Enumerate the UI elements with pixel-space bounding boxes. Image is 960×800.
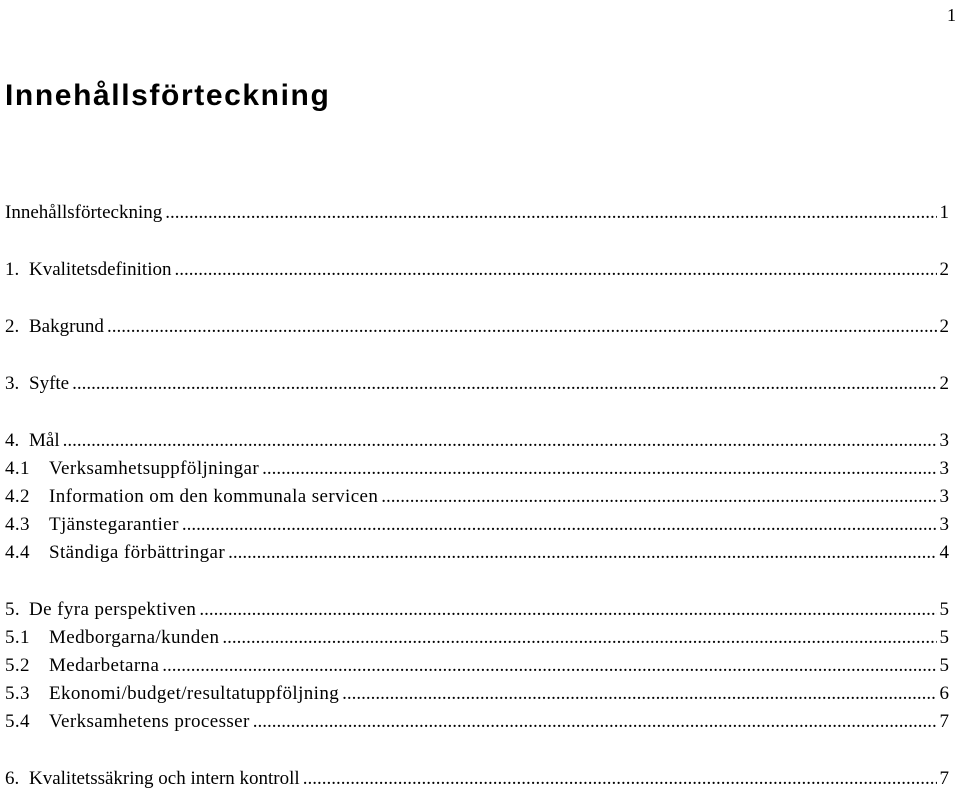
toc-entry-label bbox=[5, 259, 171, 281]
toc-entry-title: Ekonomi/budget/resultatuppföljning bbox=[49, 683, 340, 704]
toc-entry-title: Tjänstegarantier bbox=[49, 514, 179, 535]
toc-entry-label bbox=[5, 486, 378, 508]
toc-leader bbox=[174, 259, 936, 281]
toc-entry-label bbox=[5, 373, 69, 395]
toc-entry-title: Verksamhetens processer bbox=[49, 711, 250, 732]
toc-entry-label bbox=[5, 458, 259, 480]
toc-entry[interactable] bbox=[5, 540, 949, 564]
toc-entry-number: 5.1 bbox=[5, 627, 30, 648]
toc-entry-number: 1. bbox=[5, 259, 20, 280]
toc-entry[interactable] bbox=[5, 200, 949, 224]
toc-entry-label bbox=[5, 599, 196, 621]
toc-entry-title: Verksamhetsuppföljningar bbox=[49, 458, 260, 479]
toc-entry-title: Mål bbox=[29, 430, 60, 451]
toc-leader bbox=[381, 486, 936, 508]
toc-entry[interactable] bbox=[5, 597, 949, 621]
toc-entry-page: 7 bbox=[939, 768, 949, 789]
toc-leader bbox=[182, 514, 937, 536]
toc-leader bbox=[162, 655, 936, 677]
toc-entry-number: 2. bbox=[5, 316, 20, 337]
toc-entry[interactable] bbox=[5, 709, 949, 733]
toc-entry-page: 5 bbox=[939, 599, 949, 620]
toc-leader bbox=[199, 599, 936, 621]
toc-entry-title: Syfte bbox=[29, 373, 70, 394]
toc-leader bbox=[228, 542, 936, 564]
toc-entry-title: Information om den kommunala servicen bbox=[49, 486, 379, 507]
toc-entry-title: Kvalitetssäkring och intern kontroll bbox=[29, 768, 300, 789]
toc-entry-label bbox=[5, 542, 225, 564]
toc-leader bbox=[63, 430, 937, 452]
toc-entry-page: 2 bbox=[939, 316, 949, 337]
toc-entry-number: 4.2 bbox=[5, 486, 30, 507]
toc-leader bbox=[253, 711, 937, 733]
toc-entry[interactable] bbox=[5, 428, 949, 452]
toc-leader bbox=[303, 768, 937, 790]
toc-entry-number: 4.3 bbox=[5, 514, 30, 535]
toc-entry-number: 5. bbox=[5, 599, 21, 620]
toc-leader bbox=[165, 202, 936, 224]
toc-entry-label bbox=[5, 683, 339, 705]
toc-entry-page: 1 bbox=[939, 202, 949, 223]
toc-entry[interactable] bbox=[5, 484, 949, 508]
toc-entry-page: 5 bbox=[939, 627, 949, 648]
toc-entry-page: 4 bbox=[939, 542, 949, 563]
toc-entry-number: 6. bbox=[5, 768, 20, 789]
toc-entry-label bbox=[5, 627, 219, 649]
toc-entry-title: Innehållsförteckning bbox=[5, 202, 163, 223]
toc-entry[interactable] bbox=[5, 371, 949, 395]
toc-entry-number: 4.1 bbox=[5, 458, 30, 479]
toc-entry-page: 3 bbox=[939, 458, 949, 479]
toc-entry-page: 7 bbox=[939, 711, 949, 732]
toc-entry-title: De fyra perspektiven bbox=[29, 599, 197, 620]
toc-leader bbox=[72, 373, 936, 395]
toc-leader bbox=[222, 627, 936, 649]
toc-entry-label bbox=[5, 514, 179, 536]
toc-entry-label bbox=[5, 430, 60, 452]
toc-heading: Innehållsförteckning bbox=[5, 79, 331, 112]
toc-entry-number: 5.2 bbox=[5, 655, 30, 676]
toc-entry[interactable] bbox=[5, 625, 949, 649]
toc-entry[interactable] bbox=[5, 681, 949, 705]
toc-entry-page: 6 bbox=[939, 683, 949, 704]
page-number: 1 bbox=[947, 5, 956, 25]
toc-entry-label bbox=[5, 316, 104, 338]
toc-entry[interactable] bbox=[5, 653, 949, 677]
toc-entry[interactable] bbox=[5, 456, 949, 480]
toc-entry-title: Kvalitetsdefinition bbox=[29, 259, 172, 280]
toc-entry-label bbox=[5, 768, 300, 790]
toc-leader bbox=[342, 683, 936, 705]
toc-entry[interactable] bbox=[5, 512, 949, 536]
toc-entry-number: 4.4 bbox=[5, 542, 30, 563]
toc-entry-title: Bakgrund bbox=[29, 316, 104, 337]
toc-entry[interactable] bbox=[5, 314, 949, 338]
toc-entry-number: 5.4 bbox=[5, 711, 30, 732]
toc-entry-number: 3. bbox=[5, 373, 20, 394]
toc-entry-page: 2 bbox=[939, 259, 949, 280]
toc-entry-page: 5 bbox=[939, 655, 949, 676]
toc-entry-page: 3 bbox=[939, 486, 949, 507]
toc-entry[interactable] bbox=[5, 766, 949, 790]
toc-entry-title: Medborgarna/kunden bbox=[49, 627, 220, 648]
toc-leader bbox=[107, 316, 937, 338]
toc-entry[interactable] bbox=[5, 257, 949, 281]
toc-leader bbox=[262, 458, 936, 480]
toc-entry-number: 4. bbox=[5, 430, 20, 451]
toc-entry-title: Medarbetarna bbox=[49, 655, 160, 676]
toc-entry-page: 2 bbox=[939, 373, 949, 394]
toc-entry-label bbox=[5, 711, 250, 733]
toc-entry-title: Ständiga förbättringar bbox=[49, 542, 226, 563]
toc-entry-number: 5.3 bbox=[5, 683, 30, 704]
toc-entry-label bbox=[5, 655, 159, 677]
toc-entry-page: 3 bbox=[939, 430, 949, 451]
toc-entry-page: 3 bbox=[939, 514, 949, 535]
